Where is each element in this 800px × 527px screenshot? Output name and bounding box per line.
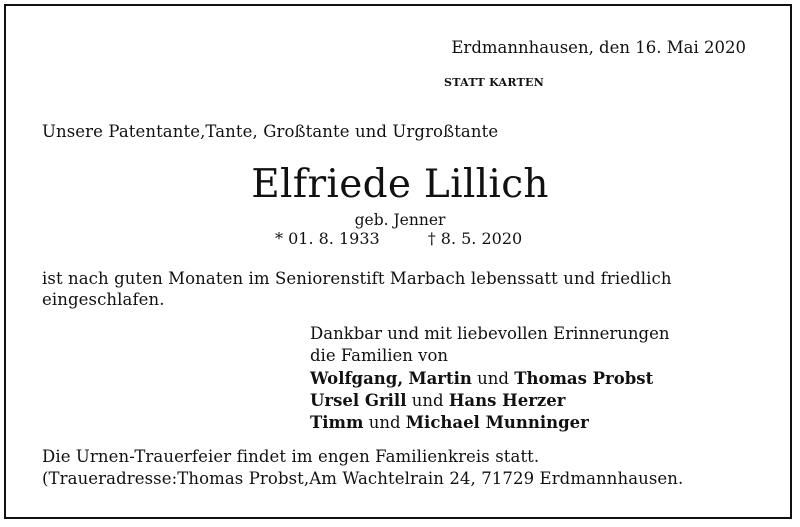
place-date: Erdmannhausen, den 16. Mai 2020 (451, 38, 746, 57)
family-name: Thomas Probst (514, 369, 654, 388)
birth-date: * 01. 8. 1933 (275, 229, 380, 248)
conjunction: und (411, 391, 444, 410)
family-names-row-1 (310, 369, 653, 388)
intro-text: Unsere Patentante,Tante, Großtante und Urgroßtante (42, 122, 499, 141)
born-name: geb. Jenner (354, 211, 446, 229)
family-name: Ursel Grill (310, 391, 407, 410)
statt-karten-label: STATT KARTEN (444, 76, 545, 89)
deceased-name: Elfriede Lillich (251, 162, 549, 207)
family-intro-line-1: Dankbar und mit liebevollen Erinnerungen (310, 324, 670, 343)
family-names-row-3 (310, 413, 589, 432)
family-name: Martin (408, 369, 472, 388)
footer-line-1: Die Urnen-Trauerfeier findet im engen Familienkreis statt. (42, 447, 540, 466)
family-name: Timm (310, 413, 364, 432)
family-name: Wolfgang, (310, 369, 404, 388)
family-name: Michael Munninger (405, 413, 589, 432)
death-date: † 8. 5. 2020 (427, 229, 523, 248)
life-dates (275, 229, 522, 248)
notice-text-line-2: eingeschlafen. (42, 290, 165, 309)
conjunction: und (477, 369, 509, 388)
family-intro-line-2: die Familien von (310, 346, 449, 365)
notice-border (4, 4, 792, 519)
family-name: Hans Herzer (448, 391, 566, 410)
footer-line-2: (Traueradresse:Thomas Probst,Am Wachtelrain 24, 71729 Erdmannhausen. (42, 469, 684, 488)
family-names-row-2 (310, 391, 565, 410)
conjunction: und (368, 413, 401, 432)
notice-text-line-1: ist nach guten Monaten im Seniorenstift Marbach lebenssatt und friedlich (42, 269, 672, 288)
